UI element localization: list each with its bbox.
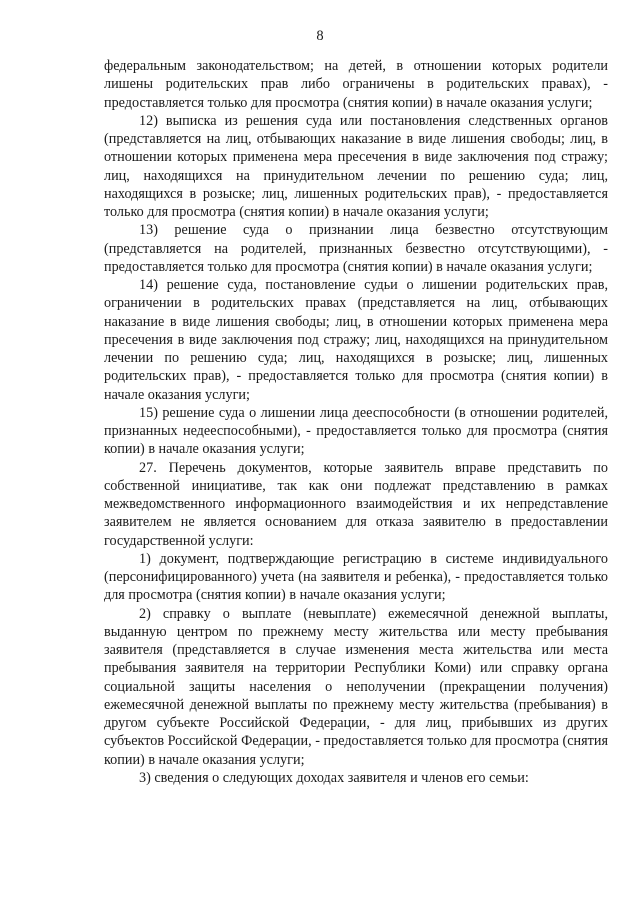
paragraph-subitem-3: 3) сведения о следующих доходах заявителя и членов его семьи:: [139, 769, 529, 786]
paragraph-continuation: федеральным законодательством; на детей, в отношении которых родители лишены родительских прав либо ограничены в родительских правах), - предоставляется только для просмотра (снятия копии) в начале оказания услуги;: [104, 58, 608, 111]
paragraph-item-12: 12) выписка из решения суда или постановления следственных органов (представляется на лиц, отбывающих наказание в виде лишения свободы; лиц, в отношении которых применена мера пресечения в виде заключения под стражу; лиц, находящихся на принудительном лечении по решению суда; лиц, находящихся в розыске; лиц, лишенных родительских прав), - предоставляется только для просмотра (снятия копии) в начале оказания услуги;: [104, 112, 608, 220]
paragraph-item-15: 15) решение суда о лишении лица дееспособности (в отношении родителей, признанных недееспособными), - предоставляется только для просмотра (снятия копии) в начале оказания услуги;: [104, 404, 608, 458]
paragraph-item-14: 14) решение суда, постановление судьи о лишении родительских прав, ограничении в родительских правах (представляется на лиц, отбывающих наказание в виде лишения свободы; лиц, в отношении которых применена мера пресечения в виде заключения под стражу; лиц, находящихся на принудительном лечении по решению суда; лиц, находящихся в розыске; лиц, лишенных родительских прав), - предоставляется только для просмотра (снятия копии) в начале оказания услуги;: [104, 277, 608, 403]
paragraph-clause-27: 27. Перечень документов, которые заявитель вправе представить по собственной инициативе, так как они подлежат представлению в рамках межведомственного информационного взаимодействия и их непредставление заявителем не является основанием для отказа заявителю в предоставлении государственной услуги:: [104, 459, 608, 549]
page-number: 8: [316, 28, 324, 44]
paragraph-item-13: 13) решение суда о признании лица безвестно отсутствующим (представляется на родителей, признанных безвестно отсутствующими), - предоставляется только для просмотра (снятия копии) в начале оказания услуги;: [104, 222, 608, 275]
document-body: [104, 57, 608, 787]
paragraph-subitem-2: 2) справку о выплате (невыплате) ежемесячной денежной выплаты, выданную центром по прежнему месту жительства или месту пребывания заявителя (представляется в случае изменения места жительства или места пребывания заявителя на территории Республики Коми) или справку органа социальной защиты населения о неполучении (прекращении получения) ежемесячной денежной выплаты по прежнему месту жительства (пребывания) в другом субъекте Российской Федерации, - для лиц, прибывших из других субъектов Российской Федерации, - предоставляется только для просмотра (снятия копии) в начале оказания услуги;: [104, 605, 608, 768]
paragraph-subitem-1: 1) документ, подтверждающие регистрацию в системе индивидуального (персонифицированного) учета (на заявителя и ребенка), - предоставляется только для просмотра (снятия копии) в начале оказания услуги;: [104, 550, 608, 604]
